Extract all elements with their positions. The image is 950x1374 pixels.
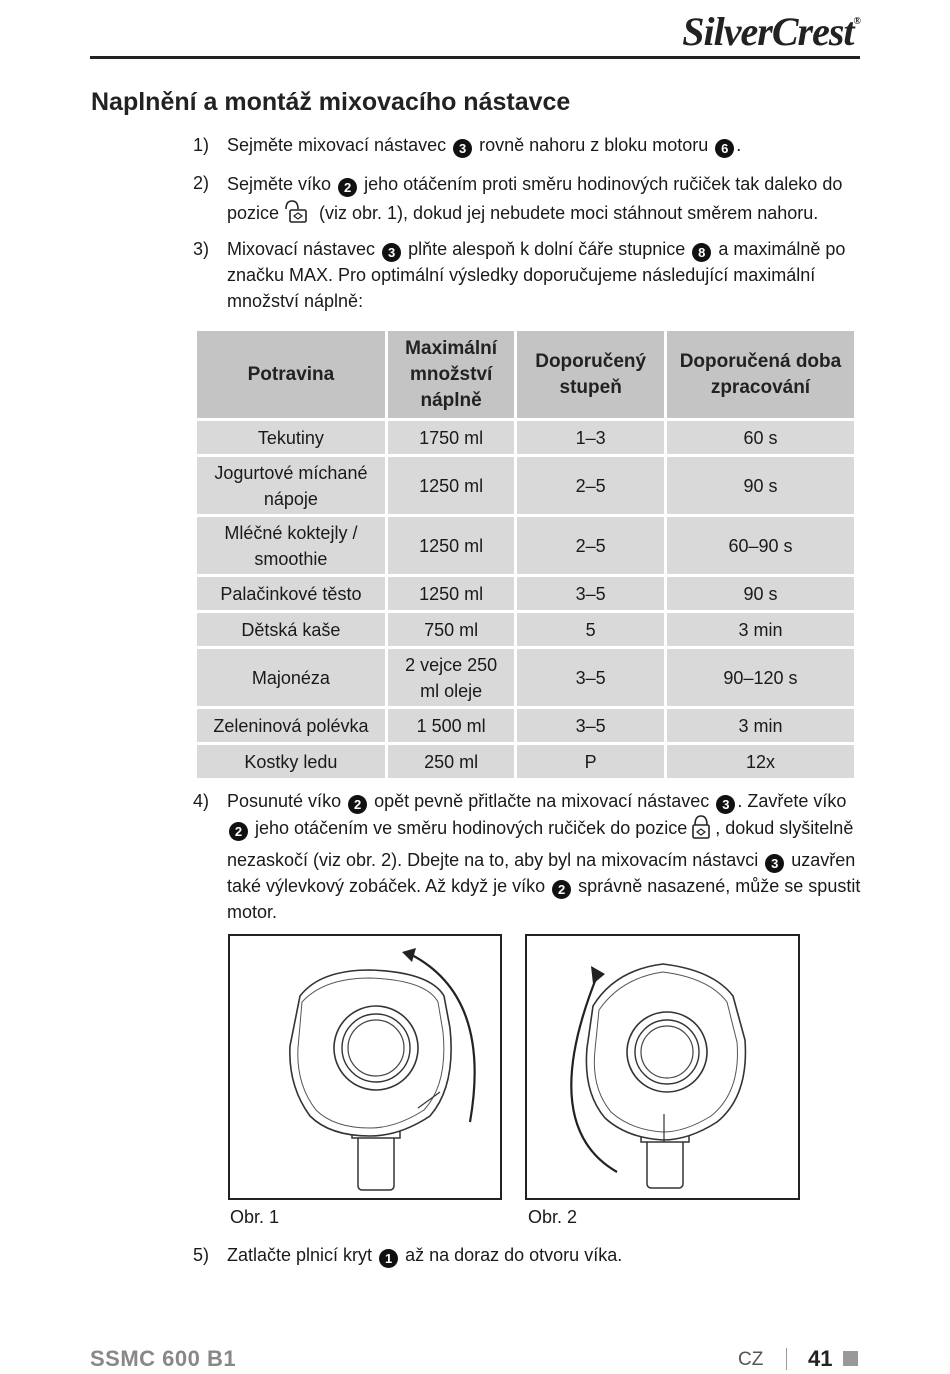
table-cell: 90 s: [665, 456, 855, 516]
section-title: Naplnění a montáž mixovacího nástavce: [91, 88, 571, 116]
step-5: [193, 1242, 863, 1268]
column-header: Doporučená doba zpracování: [665, 330, 855, 420]
footer-language: CZ: [738, 1349, 764, 1370]
column-header: Maximální množství náplně: [386, 330, 516, 420]
step-text: Zatlačte plnicí kryt 1 až na doraz do otvoru víka.: [227, 1245, 623, 1266]
part-number-badge: 3: [453, 139, 472, 158]
part-number-badge: 6: [715, 139, 734, 158]
table-cell: 3–5: [516, 708, 666, 744]
table-cell: 3 min: [665, 708, 855, 744]
table-cell: Tekutiny: [196, 420, 387, 456]
table-cell: Zeleninová polévka: [196, 708, 387, 744]
footer-separator: [786, 1348, 787, 1370]
brand-name: SilverCrest: [682, 9, 854, 54]
part-number-badge: 8: [692, 243, 711, 262]
part-number-badge: 3: [382, 243, 401, 262]
unlock-icon: [282, 199, 316, 234]
step-2: [193, 170, 863, 234]
part-number-badge: 2: [229, 822, 248, 841]
header-rule: [90, 56, 860, 59]
table-row: [196, 744, 856, 780]
figure-1: [228, 934, 502, 1200]
table-cell: 1 500 ml: [386, 708, 516, 744]
step-text: Sejměte mixovací nástavec 3 rovně nahoru z bloku motoru 6 .: [227, 135, 742, 156]
trademark-symbol: ®: [853, 16, 860, 27]
lock-icon: [690, 814, 712, 847]
step-4: [193, 788, 863, 925]
brand-logo: [682, 8, 860, 55]
fill-quantity-table: [194, 328, 857, 781]
step-1: [193, 132, 863, 158]
figures: [0, 934, 950, 1227]
table-row: [196, 516, 856, 576]
table-cell: 1250 ml: [386, 516, 516, 576]
figure-2: [525, 934, 800, 1200]
step-number: 2): [193, 173, 210, 193]
table-cell: 60–90 s: [665, 516, 855, 576]
table-cell: 12x: [665, 744, 855, 780]
step-number: 5): [193, 1245, 210, 1265]
part-number-badge: 2: [338, 178, 357, 197]
table-header-row: [196, 330, 856, 420]
table-row: [196, 708, 856, 744]
step-number: 4): [193, 791, 210, 811]
table-cell: Palačinkové těsto: [196, 576, 387, 612]
part-number-badge: 2: [552, 880, 571, 899]
table-cell: Majonéza: [196, 648, 387, 708]
part-number-badge: 3: [716, 795, 735, 814]
table-cell: 3 min: [665, 612, 855, 648]
table-cell: 1–3: [516, 420, 666, 456]
table-cell: Kostky ledu: [196, 744, 387, 780]
part-number-badge: 2: [348, 795, 367, 814]
footer-model: SSMC 600 B1: [90, 1346, 237, 1371]
step-number: 3): [193, 239, 210, 259]
table-row: [196, 420, 856, 456]
table-cell: 250 ml: [386, 744, 516, 780]
page-number: 41: [808, 1346, 833, 1371]
table-cell: 2–5: [516, 456, 666, 516]
step-text: Sejměte víko 2 jeho otáčením proti směru hodinových ručiček tak daleko do pozice (viz obr. 1), dokud jej nebudete moci stáhnout směrem nahoru.: [227, 170, 863, 234]
part-number-badge: 3: [765, 854, 784, 873]
table-cell: Dětská kaše: [196, 612, 387, 648]
table-cell: 1250 ml: [386, 576, 516, 612]
lid-open-illustration: [230, 936, 500, 1198]
table-cell: 3–5: [516, 648, 666, 708]
table-cell: 3–5: [516, 576, 666, 612]
column-header: Doporučený stupeň: [516, 330, 666, 420]
footer-marker: [843, 1351, 858, 1366]
table-cell: 5: [516, 612, 666, 648]
column-header: Potravina: [196, 330, 387, 420]
table-cell: 2 vejce 250 ml oleje: [386, 648, 516, 708]
step-number: 1): [193, 135, 210, 155]
table-cell: 60 s: [665, 420, 855, 456]
table-cell: 90–120 s: [665, 648, 855, 708]
table-cell: Jogurtové míchané nápoje: [196, 456, 387, 516]
table-cell: P: [516, 744, 666, 780]
step-text: Posunuté víko 2 opět pevně přitlačte na mixovací nástavec 3 . Zavřete víko 2 jeho otáčením ve směru hodinových ručiček do pozice , dokud slyšitelně nezaskočí (viz obr. 2). Dbejte na to, aby byl na mixovacím nástavci 3 uzavřen také výlevkový zobáček. Až když je víko 2 správně nasazené, může se spustit motor.: [227, 791, 861, 922]
table-row: [196, 456, 856, 516]
table-row: [196, 612, 856, 648]
table-cell: Mléčné koktejly / smoothie: [196, 516, 387, 576]
lid-closed-illustration: [527, 936, 798, 1198]
table-cell: 2–5: [516, 516, 666, 576]
table-row: [196, 648, 856, 708]
figure-2-caption: Obr. 2: [528, 1207, 578, 1227]
part-number-badge: 1: [379, 1249, 398, 1268]
step-text: Mixovací nástavec 3 plňte alespoň k dolní čáře stupnice 8 a maximálně po značku MAX. Pro optimální výsledky doporučujeme následující maximální množství náplně:: [227, 239, 846, 311]
table-cell: 1250 ml: [386, 456, 516, 516]
table-cell: 90 s: [665, 576, 855, 612]
step-3: [193, 236, 863, 314]
table-cell: 1750 ml: [386, 420, 516, 456]
table-cell: 750 ml: [386, 612, 516, 648]
figure-1-caption: Obr. 1: [230, 1207, 280, 1227]
table-row: [196, 576, 856, 612]
